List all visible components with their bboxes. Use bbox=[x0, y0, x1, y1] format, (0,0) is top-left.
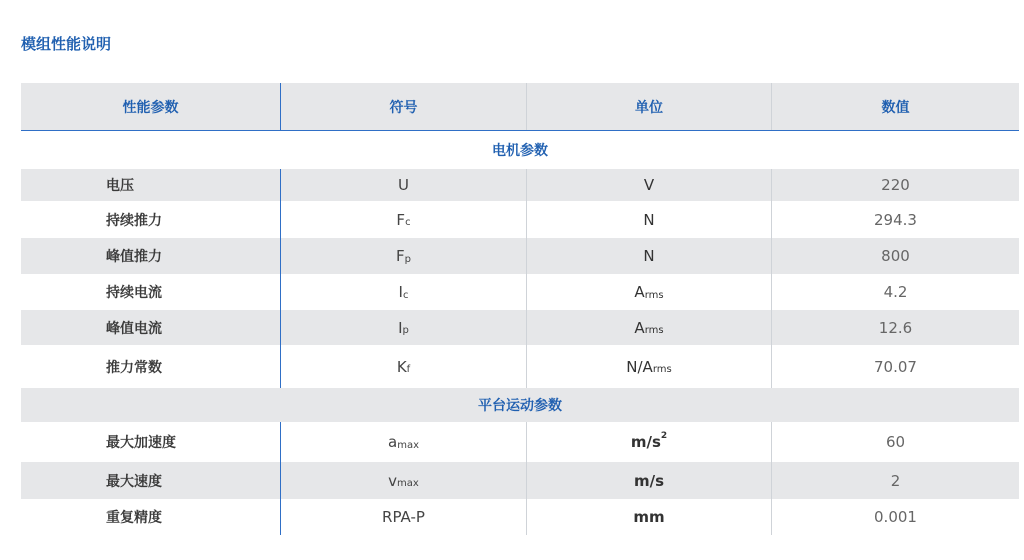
section-header-row: 平台运动参数 bbox=[21, 388, 1019, 422]
table-row bbox=[21, 462, 1019, 499]
spec-table bbox=[21, 83, 1019, 535]
unit-text: A bbox=[634, 283, 645, 301]
symbol-cell bbox=[281, 201, 527, 238]
unit-subscript: rms bbox=[652, 364, 672, 375]
value-cell: 12.6 bbox=[878, 318, 913, 337]
unit-cell bbox=[527, 499, 772, 535]
symbol-text: I bbox=[398, 318, 403, 337]
symbol-subscript: f bbox=[406, 364, 411, 375]
unit-text: N bbox=[643, 210, 655, 229]
symbol-text: v bbox=[388, 471, 398, 490]
symbol-text: RPA-P bbox=[382, 508, 425, 526]
page-title: 模组性能说明 bbox=[21, 35, 112, 53]
param-cell: 最大速度 bbox=[21, 462, 281, 499]
symbol-cell bbox=[281, 345, 527, 388]
symbol-subscript: p bbox=[404, 253, 411, 265]
symbol-cell bbox=[281, 422, 527, 462]
param-cell: 电压 bbox=[21, 169, 281, 201]
symbol-cell bbox=[281, 238, 527, 274]
table-header-row bbox=[21, 83, 1019, 131]
unit-cell bbox=[527, 201, 772, 238]
param-cell: 峰值推力 bbox=[21, 238, 281, 274]
symbol-text: a bbox=[388, 433, 398, 451]
header-param: 性能参数 bbox=[21, 83, 281, 130]
unit-text: N bbox=[643, 247, 655, 265]
unit-cell bbox=[527, 462, 772, 499]
value-cell: 70.07 bbox=[874, 357, 917, 376]
symbol-cell bbox=[281, 462, 527, 499]
table-row bbox=[21, 499, 1019, 535]
symbol-cell bbox=[281, 310, 527, 345]
symbol-text: F bbox=[396, 210, 406, 229]
param-cell: 推力常数 bbox=[21, 345, 281, 388]
unit-cell bbox=[527, 310, 772, 345]
symbol-subscript: max bbox=[397, 439, 419, 451]
unit-text: V bbox=[643, 176, 655, 194]
symbol-subscript: c bbox=[402, 289, 409, 301]
value-cell: 60 bbox=[885, 433, 906, 451]
table-row bbox=[21, 238, 1019, 274]
value-cell: 2 bbox=[890, 471, 901, 490]
unit-text: mm bbox=[633, 508, 665, 526]
unit-superscript: 2 bbox=[660, 431, 668, 441]
symbol-cell bbox=[281, 499, 527, 535]
param-cell: 持续电流 bbox=[21, 274, 281, 310]
unit-text: A bbox=[634, 318, 645, 337]
table-row bbox=[21, 422, 1019, 462]
symbol-subscript: c bbox=[405, 217, 411, 228]
symbol-text: F bbox=[396, 247, 405, 265]
value-cell: 0.001 bbox=[874, 508, 917, 526]
header-value: 数值 bbox=[881, 99, 910, 116]
table-row bbox=[21, 169, 1019, 201]
table-row bbox=[21, 201, 1019, 238]
unit-subscript: rms bbox=[644, 289, 664, 301]
unit-cell bbox=[527, 274, 772, 310]
table-row bbox=[21, 310, 1019, 345]
value-cell: 800 bbox=[881, 247, 910, 265]
unit-cell bbox=[527, 238, 772, 274]
symbol-text: I bbox=[398, 283, 403, 301]
header-unit: 单位 bbox=[527, 83, 772, 130]
header-symbol: 符号 bbox=[281, 83, 527, 130]
unit-text: m/s bbox=[633, 471, 665, 490]
symbol-cell bbox=[281, 169, 527, 201]
symbol-cell bbox=[281, 274, 527, 310]
symbol-subscript: p bbox=[402, 325, 409, 336]
param-cell: 峰值电流 bbox=[21, 310, 281, 345]
unit-text: m/s bbox=[630, 433, 661, 451]
symbol-text: K bbox=[396, 357, 407, 376]
section-header-row: 电机参数 bbox=[492, 143, 548, 159]
value-cell: 4.2 bbox=[883, 283, 908, 301]
symbol-text: U bbox=[398, 176, 409, 194]
param-cell: 持续推力 bbox=[21, 201, 281, 238]
table-body bbox=[21, 131, 1019, 535]
value-cell: 220 bbox=[881, 176, 910, 194]
table-row bbox=[21, 345, 1019, 388]
value-cell: 294.3 bbox=[874, 210, 917, 229]
symbol-subscript: max bbox=[397, 478, 419, 489]
unit-subscript: rms bbox=[644, 325, 664, 336]
unit-text: N/A bbox=[626, 357, 653, 376]
table-row bbox=[21, 274, 1019, 310]
unit-cell bbox=[527, 422, 772, 462]
param-cell: 重复精度 bbox=[21, 499, 281, 535]
param-cell: 最大加速度 bbox=[21, 422, 281, 462]
unit-cell bbox=[527, 345, 772, 388]
unit-cell bbox=[527, 169, 772, 201]
